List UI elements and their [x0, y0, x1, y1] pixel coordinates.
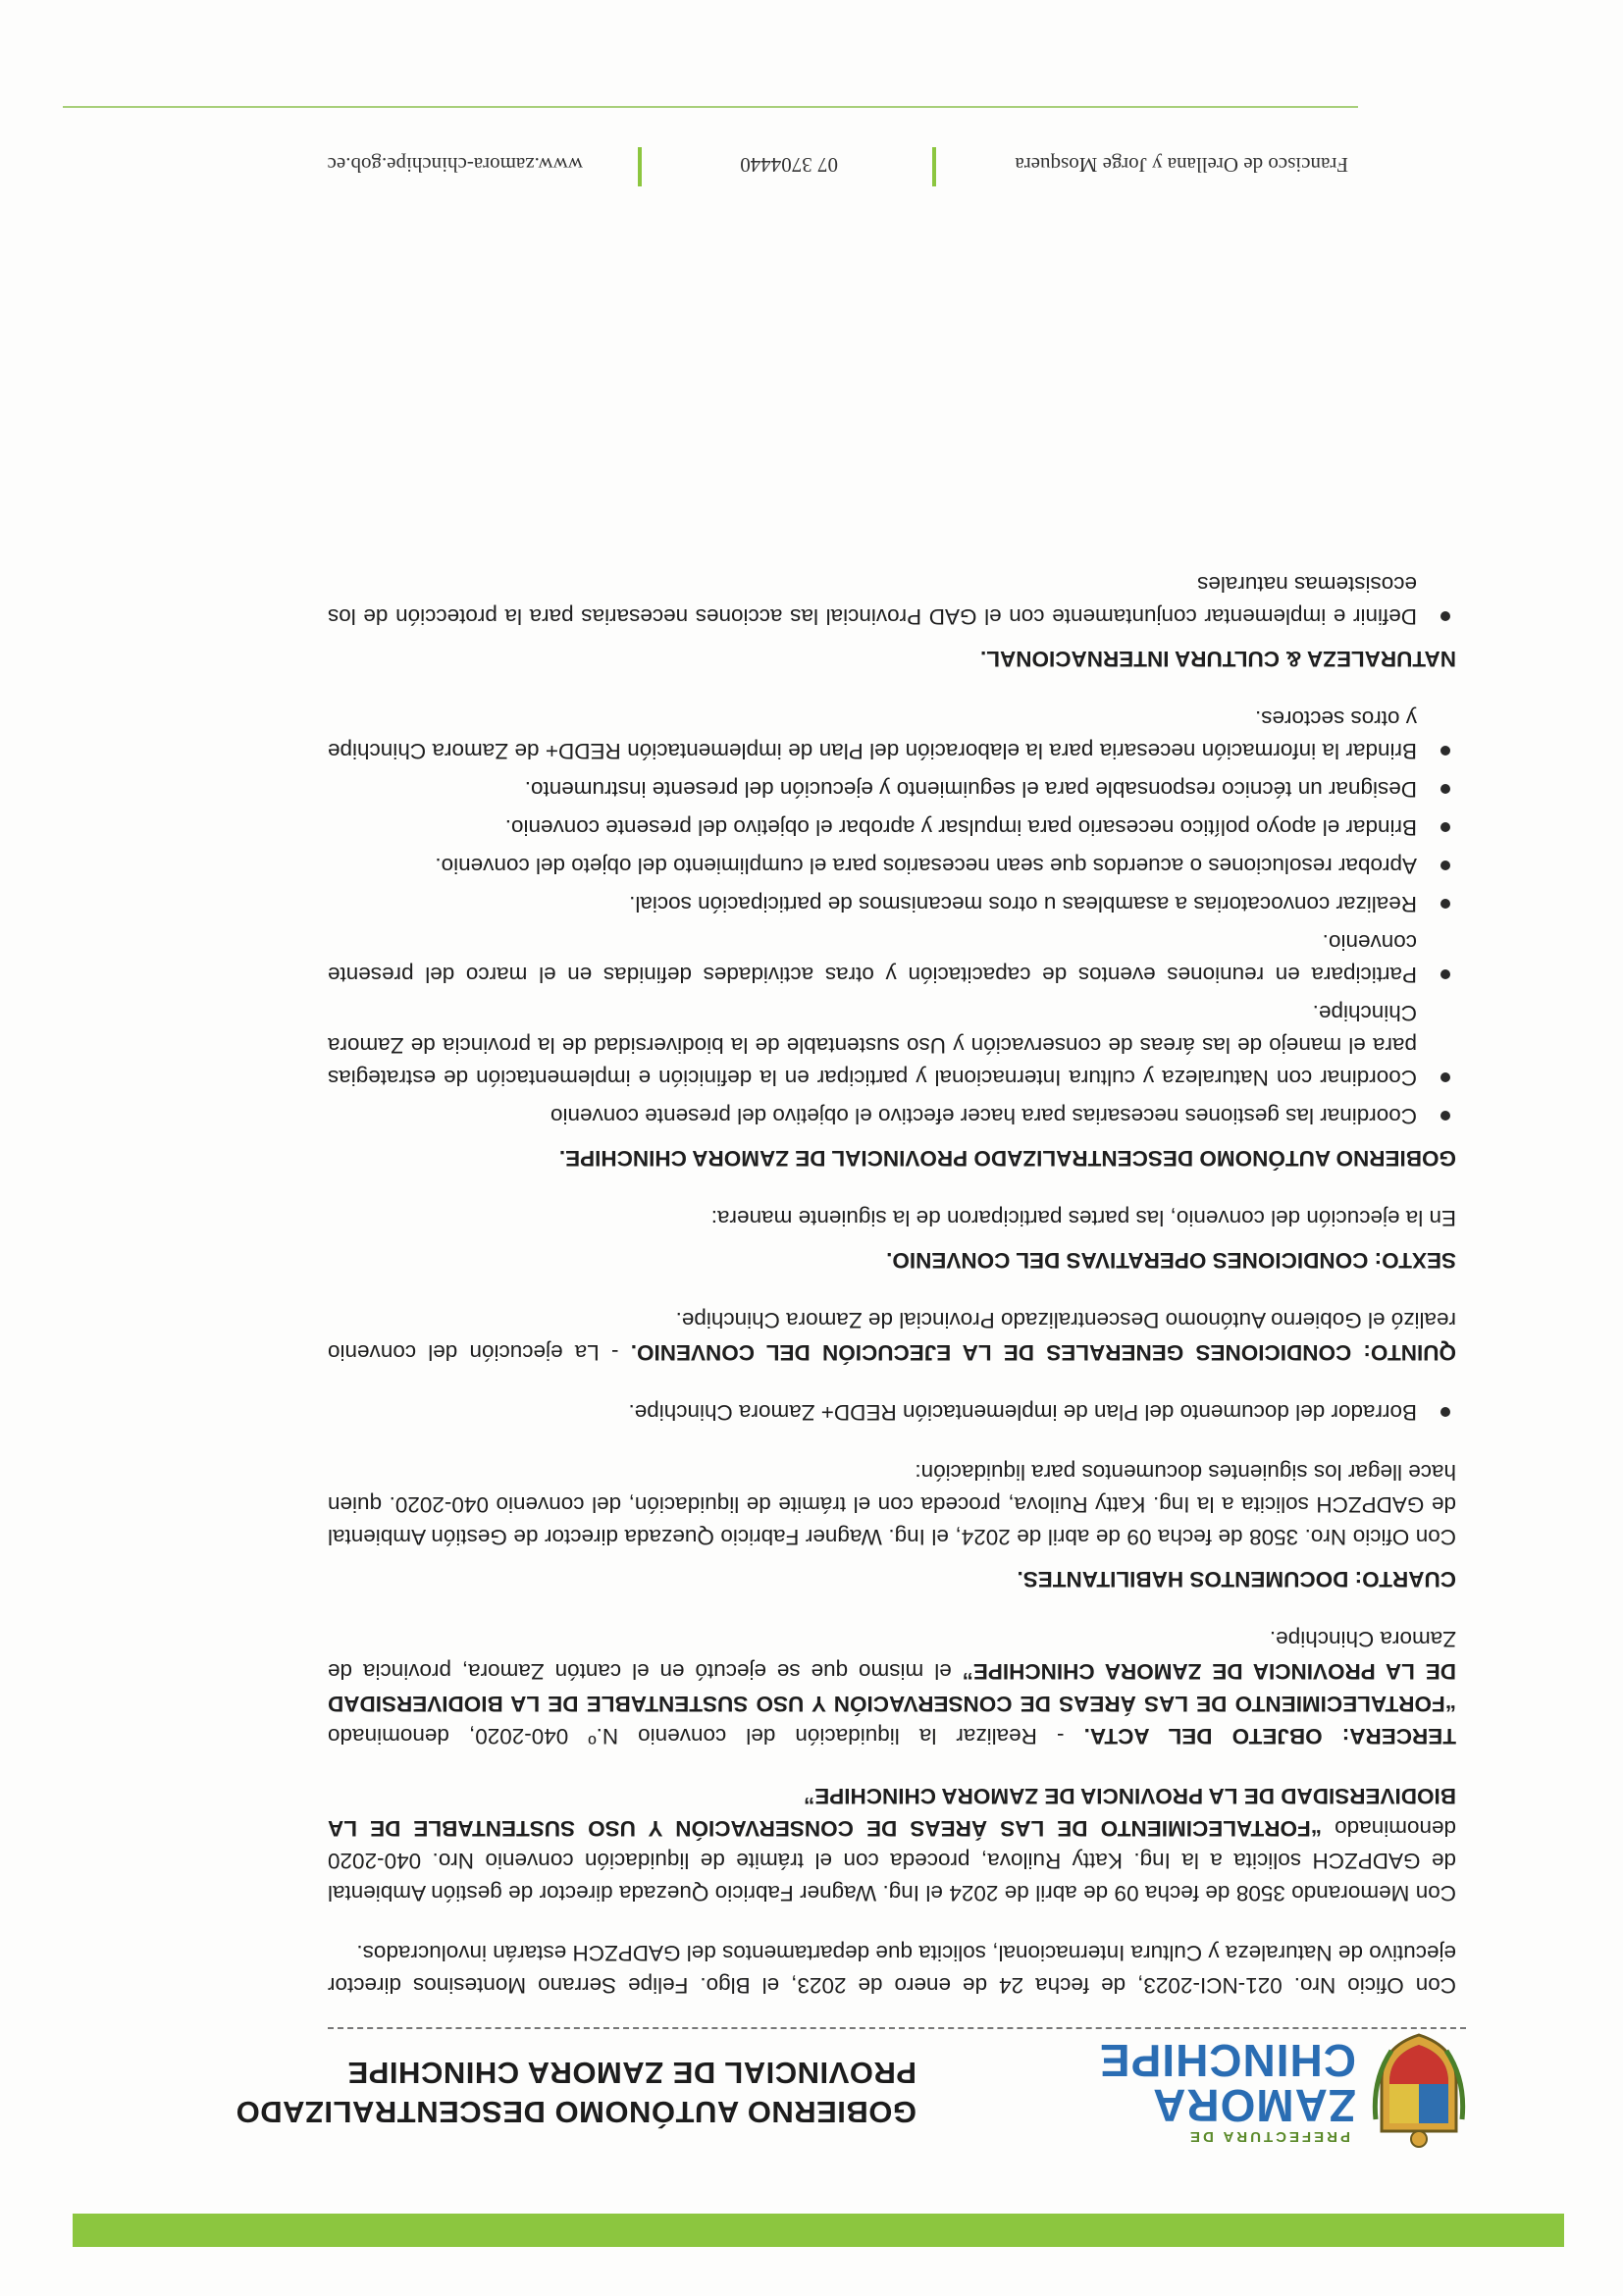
footer-address: Francisco de Orellana y Jorge Mosquera: [1015, 153, 1348, 177]
org-title-line1: GOBIERNO AUTÓNOMO DESCENTRALIZADO: [236, 2095, 916, 2129]
nci-heading: NATURALEZA & CULTURA INTERNACIONAL.: [980, 647, 1456, 671]
list-item: Coordinar las gestiones necesarias para hacer efectivo el objetivo del presente convenio: [328, 1100, 1456, 1132]
bullet-icon: [1440, 611, 1450, 621]
cuarta-text: Con Oficio Nro. 3508 de fecha 09 de abril de 2024, el Ing. Wagner Fabricio Quezada director de Gestión Ambiental de GADPZCH solicita a la Ing. Katty Ruilova, proceda con el trámite de liquidación, del convenio 040-2020. quien hace llegar los siguientes documentos para liquidación:: [328, 1460, 1456, 1549]
bullet-icon: [1440, 1072, 1450, 1082]
quinto-heading: QUINTO: CONDICIONES GENERALES DE LA EJECUCIÓN DEL CONVENIO.: [630, 1340, 1456, 1365]
list-item: Coordinar con Naturaleza y cultura Internacional y participar en la definición e implementación de estrategias para el manejo de las áreas de conservación y Uso sustentable de la biodiversidad de la provincia de Zamora Chinchipe.: [328, 997, 1456, 1094]
page-footer: [73, 137, 1348, 196]
cuarta-heading: CUARTO: DOCUMENTOS HABILITANTES.: [1017, 1567, 1456, 1592]
footer-website: www.zamora-chinchipe.gob.ec: [327, 153, 583, 177]
brand-word-chinchipe: CHINCHIPE: [1098, 2035, 1356, 2086]
list-item: Brindar la información necesaria para la elaboración del Plan de implementación REDD+ de Zamora Chinchipe y otros sectores.: [328, 703, 1456, 767]
bullet-icon: [1440, 1407, 1450, 1417]
top-green-bar: [73, 2214, 1564, 2247]
bullet-icon: [1440, 969, 1450, 979]
org-title-line2: PROVINCIAL DE ZAMORA CHINCHIPE: [347, 2056, 916, 2090]
list-item: Realizar convocatorias a asambleas u otros mecanismos de participación social.: [328, 888, 1456, 920]
sexto-text: En la ejecución del convenio, las partes participaron de la siguiente manera:: [710, 1206, 1456, 1230]
section-tercera: [328, 1623, 1456, 1752]
gad-bullet-list: [328, 703, 1456, 1132]
header-dashed-divider: [328, 2027, 1466, 2029]
section-quinto: [328, 1304, 1456, 1369]
bullet-icon: [1440, 784, 1450, 794]
cuarta-bullet-list: [328, 1396, 1456, 1429]
list-item: Aprobar resoluciones o acuerdos que sean necesarios para el cumplimiento del objeto del convenio.: [328, 850, 1456, 882]
list-item: Designar un técnico responsable para el seguimiento y ejecución del presente instrumento.: [328, 773, 1456, 806]
bullet-icon: [1440, 899, 1450, 909]
list-item: Borrador del documento del Plan de implementación REDD+ Zamora Chinchipe.: [328, 1396, 1456, 1429]
tercera-heading: TERCERA: OBJETO DEL ACTA.: [1083, 1724, 1456, 1748]
footer-green-line: [63, 106, 1358, 108]
gad-heading: GOBIERNO AUTÓNOMO DESCENTRALIZADO PROVINCIAL DE ZAMORA CHINCHIPE.: [558, 1146, 1456, 1171]
letterhead: [73, 1982, 1466, 2149]
paragraph-oficio-nci: Con Oficio Nro. 021-NCI-2023, de fecha 24 de enero de 2023, el Blgo. Felipe Serrano Montesinos director ejecutivo de Naturaleza y Cultura Internacional, solicita que departamentos del GADPZCH estarán involucrados.: [328, 1941, 1456, 1998]
list-item: Participara en reuniones eventos de capacitación y otras actividades definidas en el marco del presente convenio.: [328, 926, 1456, 991]
footer-separator: [932, 147, 936, 186]
bullet-icon: [1440, 822, 1450, 832]
quinto-text: - La ejecución del convenio realizó el Gobierno Autónomo Descentralizado Provincial de Zamora Chinchipe.: [328, 1308, 1456, 1365]
paragraph-memorando: [328, 1780, 1456, 1909]
sexto-heading: SEXTO: CONDICIONES OPERATIVAS DEL CONVENIO.: [886, 1248, 1456, 1273]
bullet-icon: [1440, 861, 1450, 870]
organization-title: [236, 2053, 916, 2131]
nci-bullet-list: [328, 568, 1456, 633]
provincial-coat-of-arms-icon: [1372, 2033, 1466, 2149]
footer-separator: [638, 147, 642, 186]
prefectura-brand: [1098, 2035, 1356, 2145]
tercera-text-b: el mismo que se ejecutó en el cantón Zamora, provincia de Zamora Chinchipe.: [327, 1627, 1456, 1684]
bullet-icon: [1440, 746, 1450, 756]
tercera-text-a: - Realizar la liquidación del convenio N.º 040-2020, denominado: [328, 1724, 1084, 1748]
list-item: Brindar el apoyo político necesario para impulsar y aprobar el objetivo del presente convenio.: [328, 811, 1456, 844]
brand-small-text: PREFECTURA DE: [1187, 2128, 1350, 2145]
footer-phone: 07 3704440: [740, 153, 838, 177]
convenio-name-bold: “FORTALECIMIENTO DE LAS ÁREAS DE CONSERVACIÓN Y USO SUSTENTABLE DE LA BIODIVERSIDAD DE LA PROVINCIA DE ZAMORA CHINCHIPE”: [327, 1784, 1456, 1841]
brand-word-zamora: ZAMORA: [1152, 2080, 1356, 2131]
tercera-convenio-bold: “FORTALECIMIENTO DE LAS ÁREAS DE CONSERVACIÓN Y USO SUSTENTABLE DE LA BIODIVERSIDAD DE LA PROVINCIA DE ZAMORA CHINCHIPE”: [328, 1659, 1456, 1716]
memorando-text: Con Memorando 3508 de fecha 09 de abril de 2024 el Ing. Wagner Fabricio Quezada director de gestión Ambiental de GADPZCH solicita a la Ing. Katty Ruilova, proceda con el trámite de liquidación convenio Nro. 040-2020 denominado: [328, 1816, 1456, 1905]
document-body: [328, 541, 1456, 2002]
bullet-icon: [1440, 1111, 1450, 1121]
list-item: Definir e implementar conjuntamente con el GAD Provincial las acciones necesarias para la protección de los ecosistemas naturales: [328, 568, 1456, 633]
